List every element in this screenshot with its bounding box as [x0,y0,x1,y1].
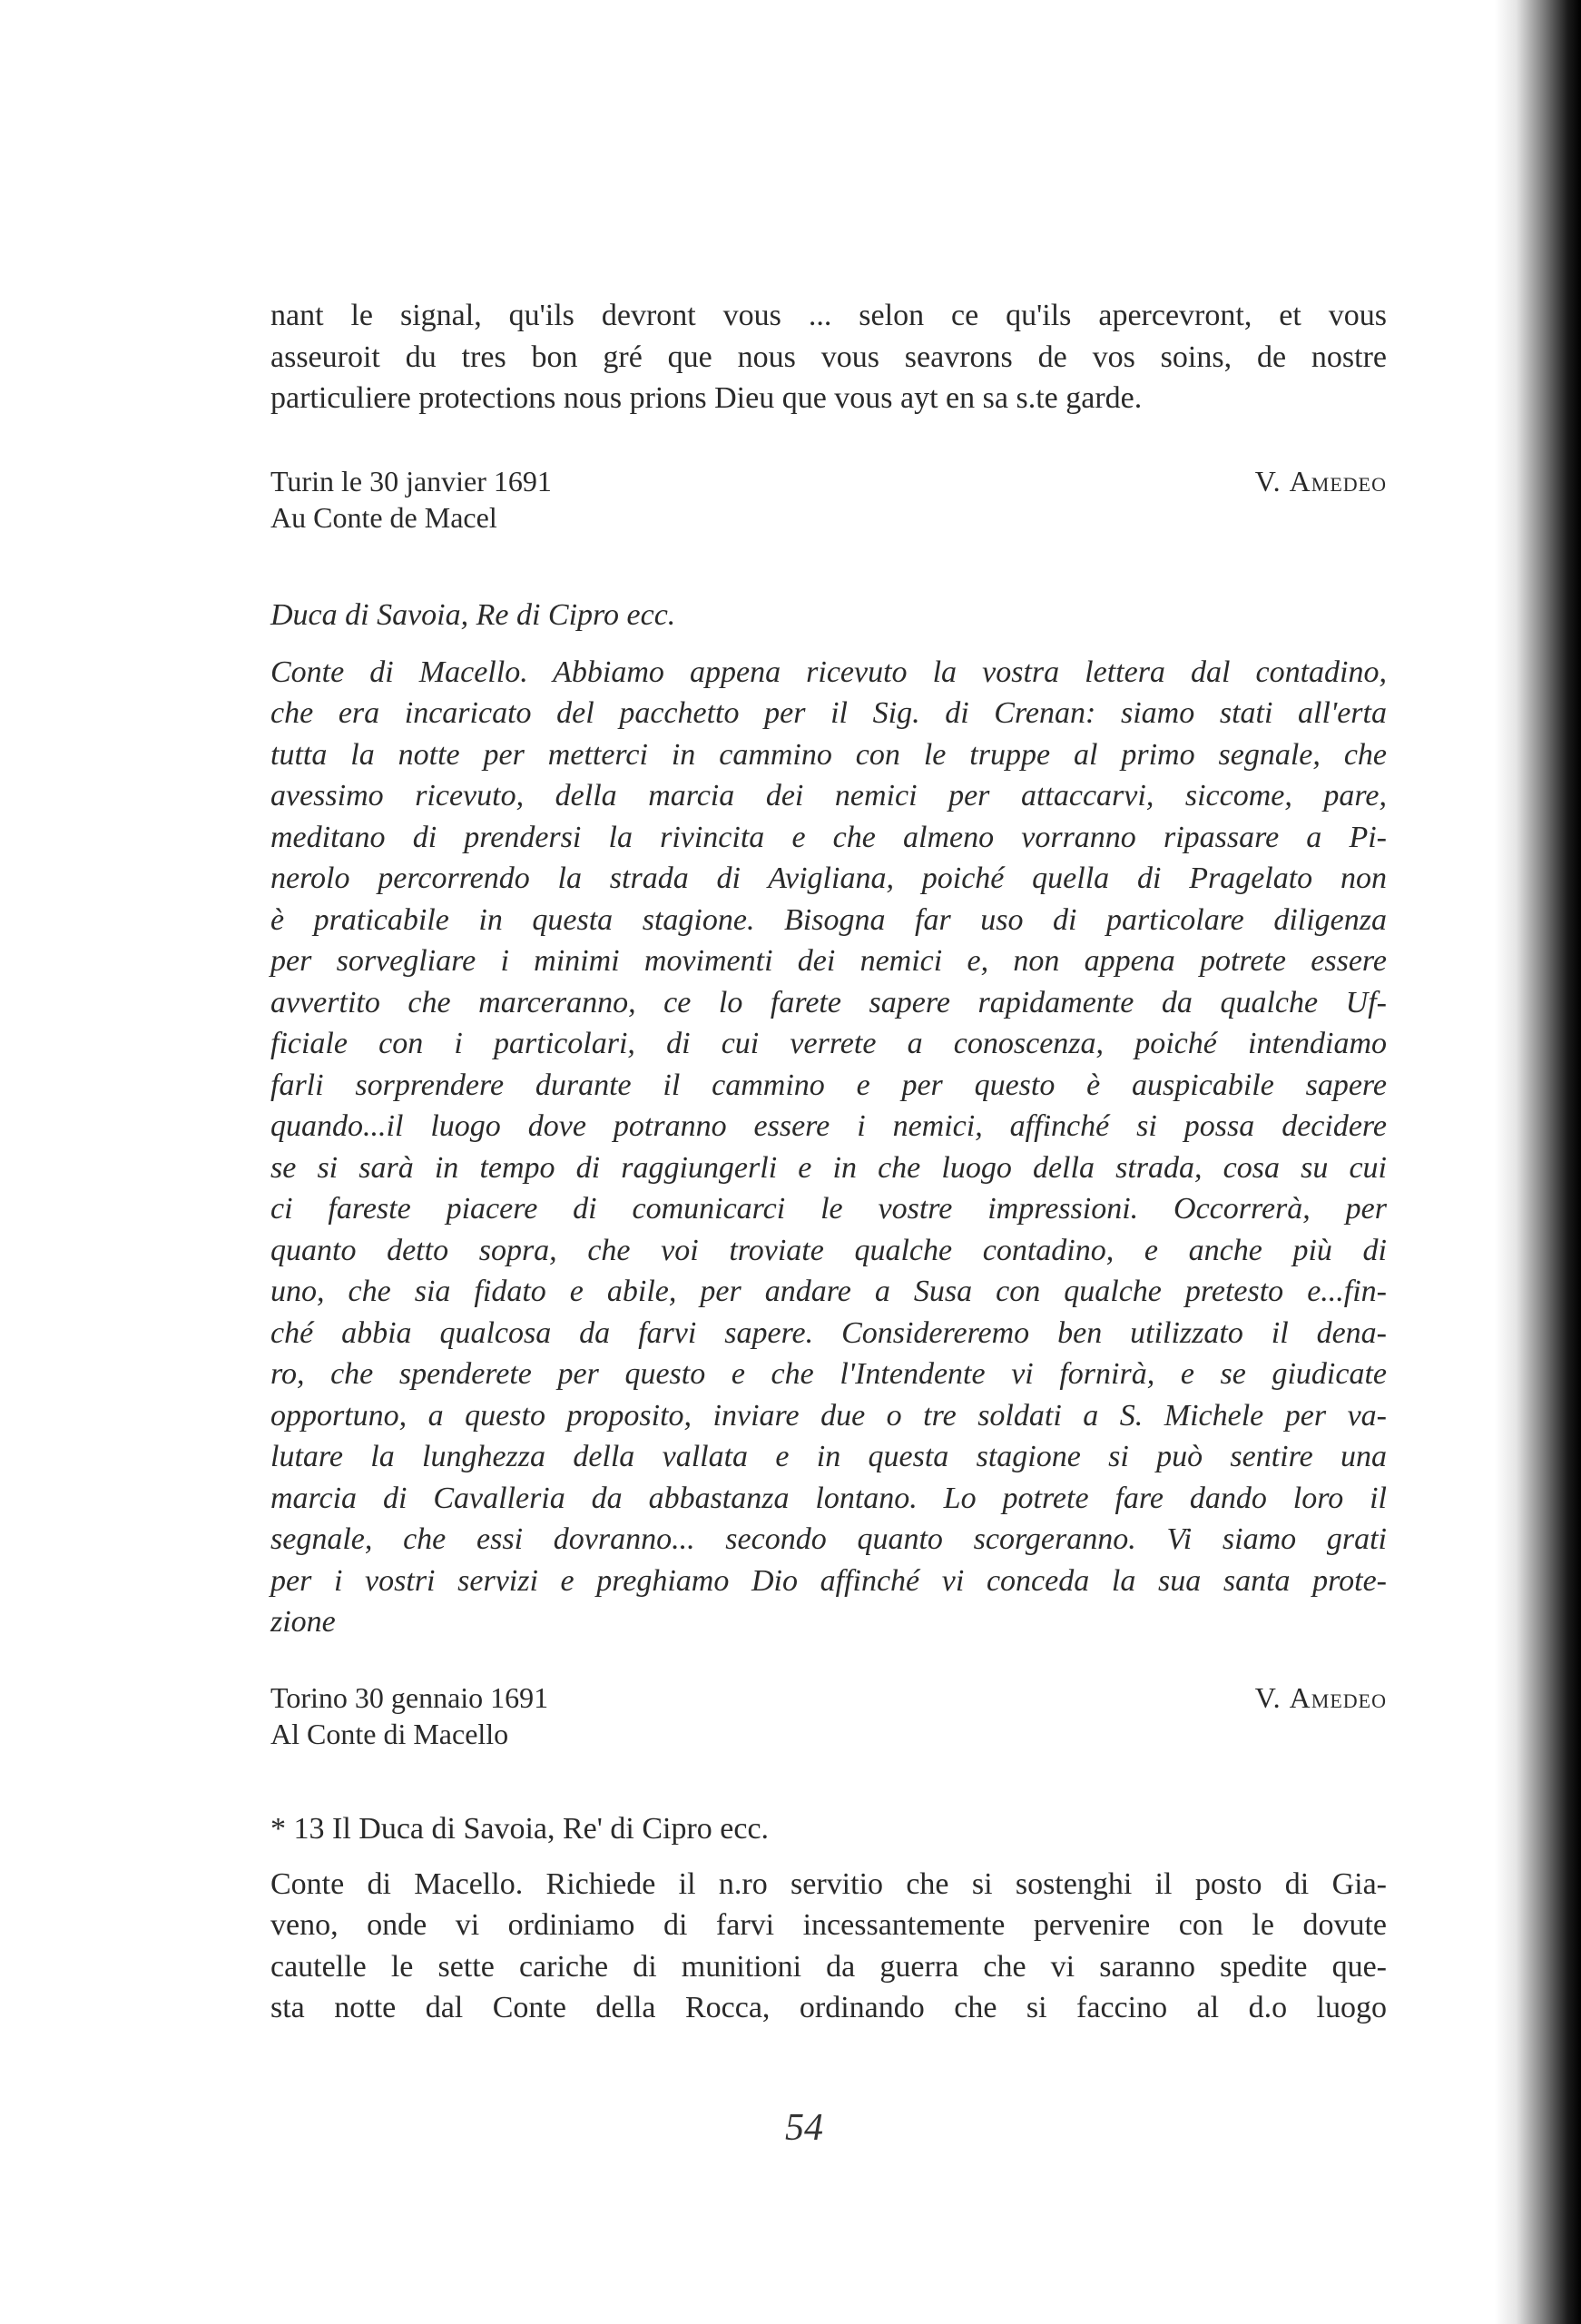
letter-fr-body [270,295,1387,419]
text-line: zione [270,1605,336,1639]
text-line: ché abbia qualcosa da farvi sapere. Considereremo ben utilizzato il dena- [270,1315,1387,1350]
text-line: per i vostri servizi e preghiamo Dio affinché vi conceda la sua santa prote- [270,1563,1387,1598]
text-line: ficiale con i particolari, di cui verrete a conoscenza, poiché intendiamo [270,1027,1387,1060]
text-line: meditano di prendersi la rivincita e che almeno vorranno ripassare a Pi- [270,820,1387,854]
text-line: per sorvegliare i minimi movimenti dei nemici e, non appena potrete essere [270,944,1387,978]
letter-fr-signature [270,463,1387,536]
text-line: lutare la lunghezza della vallata e in questa stagione si può sentire una [270,1440,1387,1473]
text-line: particuliere protections nous prions Dieu que vous ayt en sa s.te garde. [270,381,1143,415]
text-line: quanto detto sopra, che voi troviate qualche contadino, e anche più di [270,1233,1387,1267]
text-line: uno, che sia fidato e abile, per andare a Susa con qualche pretesto e...fin- [270,1275,1387,1308]
text-line: marcia di Cavalleria da abbastanza lontano. Lo potrete fare dando loro il [270,1481,1387,1515]
text-line: Conte di Macello. Abbiamo appena ricevuto la vostra lettera dal contadino, [270,655,1387,689]
page-gutter-shadow [1495,0,1581,2324]
signer-initial: V. [1254,464,1290,497]
text-line: Conte di Macello. Richiede il n.ro servitio che si sostenghi il posto di Gia- [270,1866,1387,1901]
signer-name: Amedeo [1289,464,1387,497]
recipient: Al Conte di Macello [270,1717,509,1750]
text-line: che era incaricato del pacchetto per il Sig. di Crenan: siamo stati all'erta [270,696,1387,730]
page-number: 54 [785,2107,823,2149]
letter-13-heading: * 13 Il Duca di Savoia, Re' di Cipro ecc. [270,1811,770,1846]
signer-initial: V. [1254,1680,1290,1714]
recipient: Au Conte de Macel [270,500,497,534]
text-line: farli sorprendere durante il cammino e per questo è auspicabile sapere [270,1068,1387,1102]
place-date: Torino 30 gennaio 1691 [270,1680,549,1714]
page-content [270,295,1387,2029]
text-line: segnale, che essi dovranno... secondo quanto scorgeranno. Vi siamo grati [270,1522,1387,1556]
text-line: se si sarà in tempo di raggiungerli e in che luogo della strada, cosa su cui [270,1150,1387,1185]
letter-13-body [270,1864,1387,2029]
letter-it-signature [270,1679,1387,1752]
place-date: Turin le 30 janvier 1691 [270,464,552,497]
text-line: ci fareste piacere di comunicarci le vostre impressioni. Occorrerà, per [270,1192,1387,1226]
text-line: sta notte dal Conte della Rocca, ordinando che si faccino al d.o luogo [270,1991,1387,2024]
text-line: nant le signal, qu'ils devront vous ... selon ce qu'ils apercevront, et vous [270,299,1387,332]
signer-name: Amedeo [1289,1680,1387,1714]
text-line: nerolo percorrendo la strada di Avigliana, poiché quella di Pragelato non [270,862,1387,895]
text-line: tutta la notte per metterci in cammino con le truppe al primo segnale, che [270,737,1387,772]
letter-it-heading: Duca di Savoia, Re di Cipro ecc. [270,597,676,632]
letter-it-body [270,652,1387,1643]
signer [1255,1679,1387,1716]
text-line: cautelle le sette cariche di munitioni da guerra che vi saranno spedite que- [270,1949,1387,1984]
text-line: avessimo ricevuto, della marcia dei nemici per attaccarvi, siccome, pare, [270,779,1387,812]
text-line: asseuroit du tres bon gré que nous vous seavrons de vos soins, de nostre [270,340,1387,374]
text-line: avvertito che marceranno, ce lo farete sapere rapidamente da qualche Uf- [270,985,1387,1019]
text-line: quando...il luogo dove potranno essere i nemici, affinché si possa decidere [270,1109,1387,1143]
text-line: opportuno, a questo proposito, inviare due o tre soldati a S. Michele per va- [270,1398,1387,1433]
text-line: è praticabile in questa stagione. Bisogna far uso di particolare diligenza [270,902,1387,937]
text-line: veno, onde vi ordiniamo di farvi incessantemente pervenire con le dovute [270,1908,1387,1942]
signer [1255,463,1387,499]
text-line: ro, che spenderete per questo e che l'Intendente vi fornirà, e se giudicate [270,1357,1387,1391]
